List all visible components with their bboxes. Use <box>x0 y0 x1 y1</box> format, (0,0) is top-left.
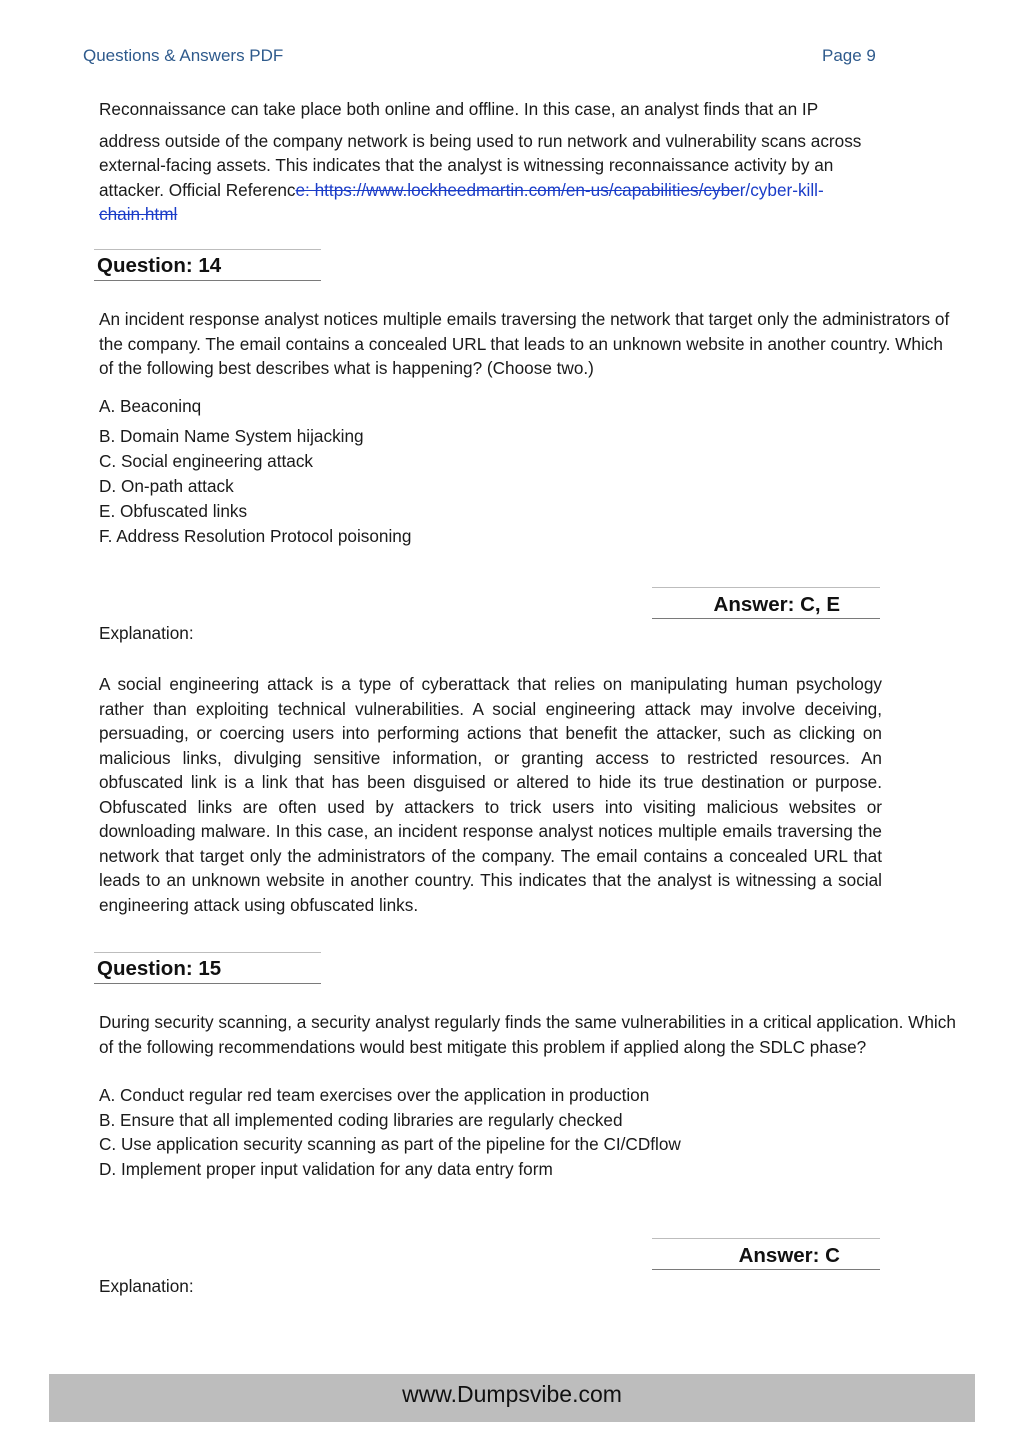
question-15-heading <box>94 952 321 984</box>
question-14-heading <box>94 249 321 281</box>
option-b: B. Ensure that all implemented coding libraries are regularly checked <box>99 1109 623 1130</box>
question-15-options <box>99 1083 681 1181</box>
explanation-label: Explanation: <box>99 1276 194 1296</box>
prev-explanation-line: address outside of the company network is being used to run network and vulnerability scans across <box>99 131 862 151</box>
question-14-answer <box>652 587 880 619</box>
question-14-text: An incident response analyst notices multiple emails traversing the network that target only the administrators of the company. The email contains a concealed URL that leads to an unknown website in another country. Which of the following best describes what is happening? (Choose two.) <box>99 309 950 378</box>
reference-link[interactable]: e: https://www.lockheedmartin.com/en-us/capabilities/cybe <box>295 180 740 200</box>
question-15-text: During security scanning, a security analyst regularly finds the same vulnerabilities in a critical application. Which of the following recommendations would best mitigate this problem if applied along the SDLC phase? <box>99 1012 956 1057</box>
answer-label: Answer: C, E <box>713 593 840 616</box>
option-c: C. Social engineering attack <box>99 451 314 471</box>
explanation-label: Explanation: <box>99 623 194 643</box>
option-f: F. Address Resolution Protocol poisoning <box>99 526 412 546</box>
question-14-explanation: A social engineering attack is a type of cyberattack that relies on manipulating human psychology rather than exploiting technical vulnerabilities. A social engineering attack may involve deceiving, persuading, or coercing users into performing actions that benefit the attacker, such as clicking on malicious links, divulging sensitive information, or granting access to restricted resources. An obfuscated link is a link that has been disguised or altered to hide its true destination or purpose. Obfuscated links are often used by attackers to trick users into visiting malicious websites or downloading malware. In this case, an incident response analyst notices multiple emails traversing the network that target only the administrators of the company. The email contains a concealed URL that leads to an unknown website in another country. This indicates that the analyst is witnessing a social engineering attack using obfuscated links. <box>99 674 882 915</box>
option-e: E. Obfuscated links <box>99 501 248 521</box>
option-d: D. Implement proper input validation for any data entry form <box>99 1158 553 1179</box>
prev-explanation-line <box>99 202 177 227</box>
option-a: A. Conduct regular red team exercises over the application in production <box>99 1085 650 1105</box>
option-d: D. On-path attack <box>99 476 234 496</box>
header-title: Questions & Answers PDF <box>83 46 284 65</box>
prev-explanation-line: Reconnaissance can take place both online and offline. In this case, an analyst finds that an IP <box>99 99 819 119</box>
reference-label: attacker. Official Referenc <box>99 180 296 200</box>
reference-link[interactable]: chain.html <box>99 204 178 224</box>
question-15-answer <box>652 1238 880 1270</box>
reference-link[interactable]: r/cyber-kill- <box>739 180 824 200</box>
prev-explanation-line: external-facing assets. This indicates that the analyst is witnessing reconnaissance activity by an <box>99 155 834 175</box>
question-title: Question: 14 <box>97 254 222 277</box>
prev-explanation-line <box>99 178 824 203</box>
page-number: Page 9 <box>822 46 876 65</box>
footer-site-link[interactable]: www.Dumpsvibe.com <box>402 1381 622 1407</box>
answer-label: Answer: C <box>738 1244 840 1267</box>
option-b: B. Domain Name System hijacking <box>99 426 364 446</box>
footer-bar <box>49 1374 975 1422</box>
question-14-options <box>99 394 411 549</box>
option-a: A. Beaconinq <box>99 396 202 416</box>
question-title: Question: 15 <box>97 957 222 980</box>
option-c: C. Use application security scanning as part of the pipeline for the CI/CDflow <box>99 1134 681 1154</box>
